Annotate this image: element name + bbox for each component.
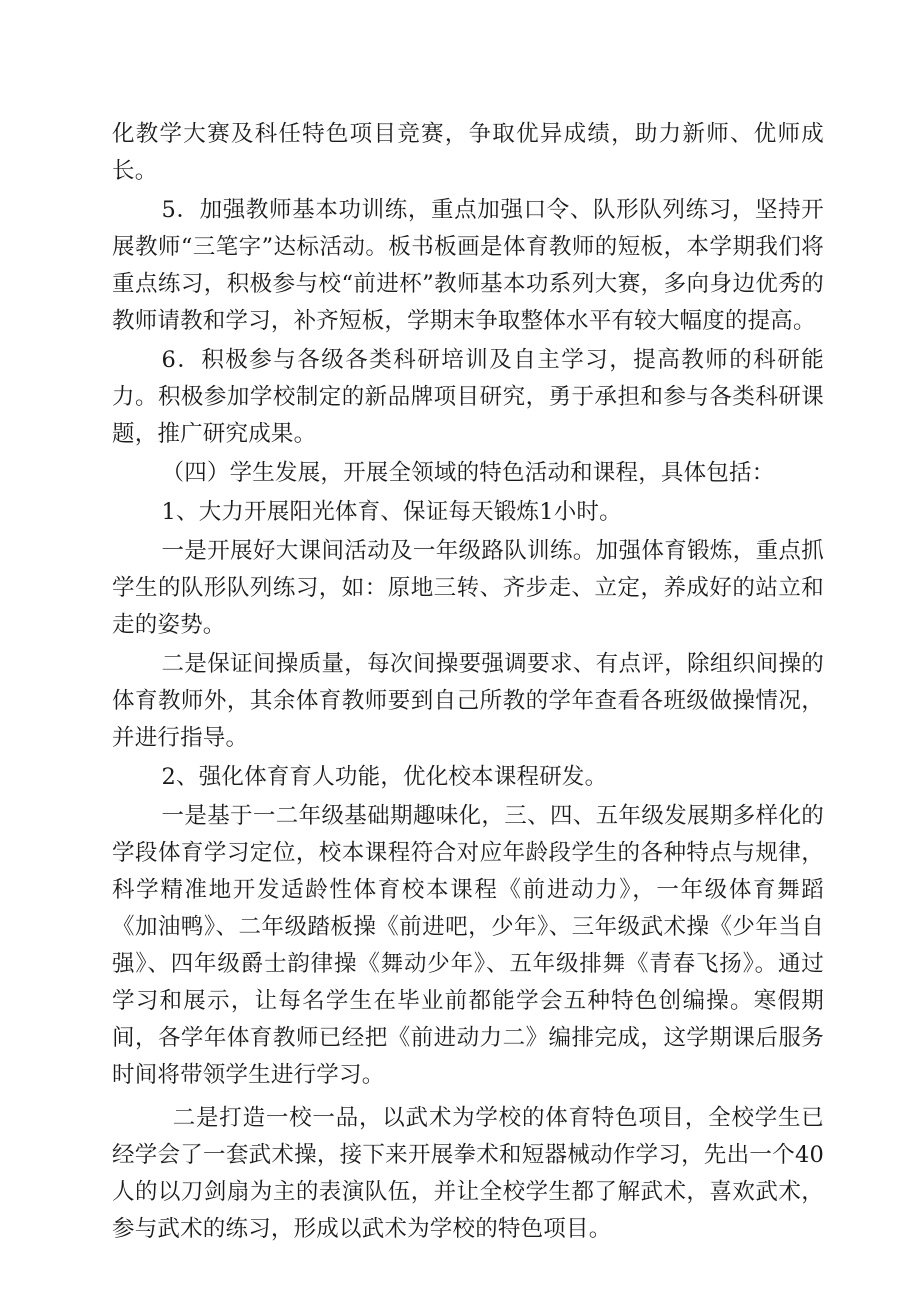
paragraph-item-5: 5．加强教师基本功训练，重点加强口令、队形队列练习，坚持开展教师“三笔字”达标活动。板书板画是体育教师的短板，本学期我们将重点练习，积极参与校“前进杯”教师基本功系列大赛，多向身边优秀的教师请教和学习，补齐短板，学期末争取整体水平有较大幅度的提高。 bbox=[112, 197, 824, 334]
section-heading-student-development: （四）学生发展，开展全领域的特色活动和课程，具体包括： bbox=[161, 460, 775, 486]
paragraph-exercise-quality: 二是保证间操质量，每次间操要强调要求、有点评，除组织间操的体育教师外，其余体育教师要到自己所教的学年查看各班级做操情况，并进行指导。 bbox=[112, 651, 824, 751]
paragraph-curriculum-development: 一是基于一二年级基础期趣味化，三、四、五年级发展期多样化的学段体育学习定位，校本课程符合对应年龄段学生的各种特点与规律，科学精准地开发适龄性体育校本课程《前进动力》，一年级体育舞蹈《加油鸭》、二年级踏板操《前进吧，少年》、三年级武术操《少年当自强》、四年级爵士韵律操《舞动少年》、五年级排舞《青春飞扬》。通过学习和展示，让每名学生在毕业前都能学会五种特色创编操。寒假期间，各学年体育教师已经把《前进动力二》编排完成，这学期课后服务时间将带领学生进行学习。 bbox=[112, 803, 824, 1088]
paragraph-continuation: 化教学大赛及科任特色项目竞赛，争取优异成绩，助力新师、优师成长。 bbox=[112, 121, 824, 184]
subheading-school-curriculum: 2、强化体育育人功能，优化校本课程研发。 bbox=[161, 764, 608, 790]
document-body bbox=[112, 116, 824, 1248]
paragraph-martial-arts: 二是打造一校一品，以武术为学校的体育特色项目，全校学生已经学会了一套武术操，接下来开展拳术和短器械动作学习，先出一个40人的以刀剑扇为主的表演队伍，并让全校学生都了解武术，喜欢武术，参与武术的练习，形成以武术为学校的特色项目。 bbox=[112, 1105, 824, 1242]
subheading-sunshine-sports: 1、大力开展阳光体育、保证每天锻炼1小时。 bbox=[161, 499, 622, 525]
paragraph-recess-activities: 一是开展好大课间活动及一年级路队训练。加强体育锻炼，重点抓学生的队形队列练习，如：原地三转、齐步走、立定，养成好的站立和走的姿势。 bbox=[112, 538, 824, 638]
paragraph-item-6: 6．积极参与各级各类科研培训及自主学习，提高教师的科研能力。积极参加学校制定的新品牌项目研究，勇于承担和参与各类科研课题，推广研究成果。 bbox=[112, 347, 824, 447]
